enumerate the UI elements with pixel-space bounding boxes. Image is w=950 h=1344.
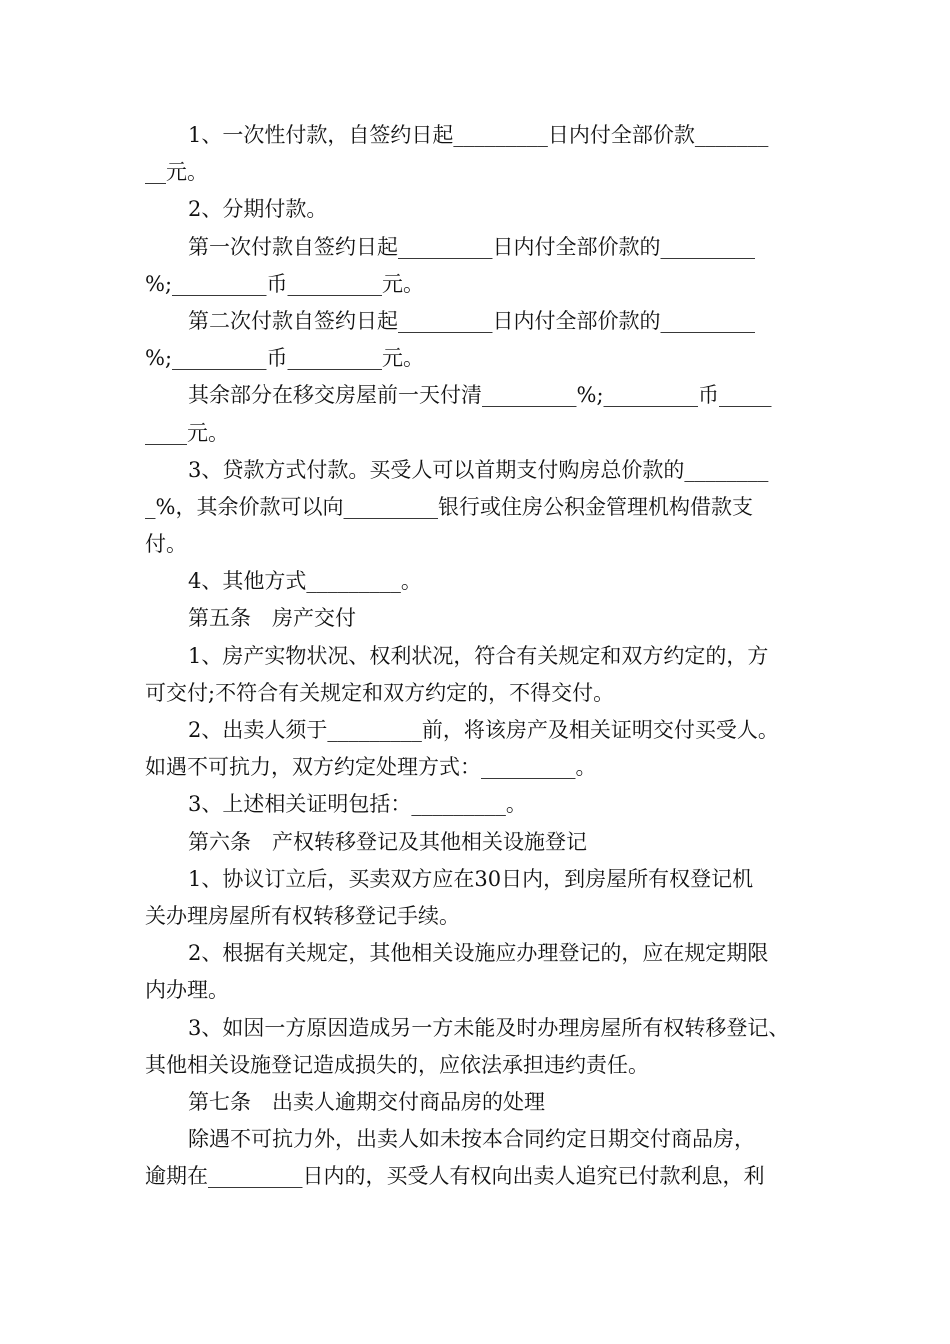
text-line: 第二次付款自签约日起_________日内付全部价款的_________ (188, 308, 755, 333)
text-line: %;_________币_________元。 (145, 271, 425, 296)
text-line: 第六条 产权转移登记及其他相关设施登记 (188, 829, 587, 854)
text-line: 1、协议订立后，买卖双方应在30日内，到房屋所有权登记机 (188, 866, 754, 891)
text-line: %;_________币_________元。 (145, 346, 425, 371)
text-line: 第七条 出卖人逾期交付商品房的处理 (188, 1089, 545, 1114)
text-line: 除遇不可抗力外，出卖人如未按本合同约定日期交付商品房， (188, 1127, 755, 1152)
text-line: 1、一次性付款，自签约日起_________日内付全部价款_______ (188, 123, 769, 147)
text-line: 2、出卖人须于_________前，将该房产及相关证明交付买受人。 (188, 718, 779, 742)
text-line: 其余部分在移交房屋前一天付清_________%;_________币_____ (188, 383, 772, 408)
text-line: 1、房产实物状况、权利状况，符合有关规定和双方约定的，方 (188, 643, 769, 668)
document-body (145, 117, 810, 1195)
text-line: 2、根据有关规定，其他相关设施应办理登记的，应在规定期限 (188, 941, 769, 966)
text-line: __元。 (145, 160, 208, 185)
text-line: 2、分期付款。 (188, 197, 328, 222)
text-line: 可交付;不符合有关规定和双方约定的，不得交付。 (145, 680, 615, 705)
text-line: 内办理。 (145, 978, 229, 1003)
text-line: 如遇不可抗力，双方约定处理方式：_________。 (145, 755, 597, 780)
text-line: 3、上述相关证明包括：_________。 (188, 792, 527, 817)
text-line: _%，其余价款可以向_________银行或住房公积金管理机构借款支 (145, 494, 753, 519)
text-line: ____元。 (145, 420, 229, 445)
text-line: 第五条 房产交付 (188, 606, 356, 631)
text-line: 3、贷款方式付款。买受人可以首期支付购房总价款的________ (188, 457, 769, 482)
text-line: 第一次付款自签约日起_________日内付全部价款的_________ (188, 234, 755, 259)
text-line: 4、其他方式_________。 (188, 569, 422, 594)
text-line: 付。 (145, 532, 187, 557)
text-line: 逾期在_________日内的，买受人有权向出卖人追究已付款利息，利 (145, 1164, 765, 1189)
text-line: 3、如因一方原因造成另一方未能及时办理房屋所有权转移登记、 (188, 1015, 790, 1040)
text-line: 其他相关设施登记造成损失的，应依法承担违约责任。 (145, 1052, 649, 1077)
text-line: 关办理房屋所有权转移登记手续。 (145, 903, 460, 928)
